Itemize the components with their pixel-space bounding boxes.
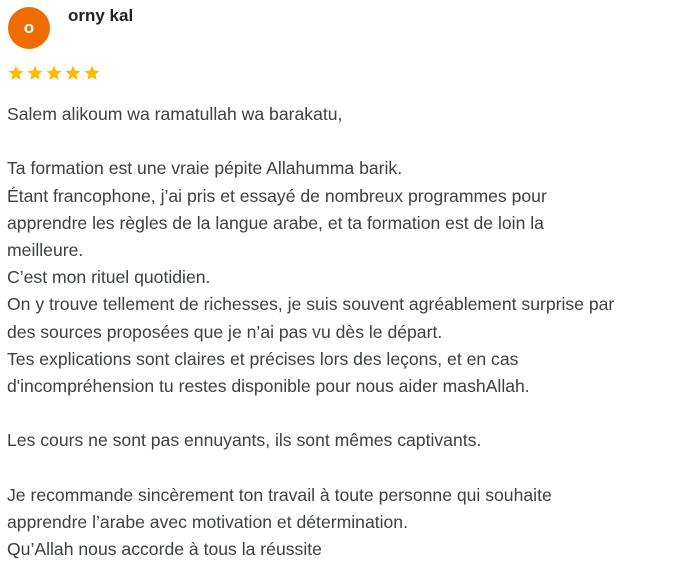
review-line: On y trouve tellement de richesses, je suis souvent agréablement surprise par xyxy=(7,294,615,315)
avatar-initial: o xyxy=(23,18,35,37)
review-line: des sources proposées que je n’ai pas vu dès le départ. xyxy=(7,321,443,342)
review-line: C’est mon rituel quotidien. xyxy=(7,267,211,288)
review-line: apprendre l’arabe avec motivation et détermination. xyxy=(7,512,408,532)
author-name[interactable]: orny kal xyxy=(68,6,134,25)
star-icon xyxy=(7,64,25,82)
review-line: Salem alikoum wa ramatullah wa barakatu, xyxy=(7,104,343,124)
review-text xyxy=(7,101,675,563)
star-icon xyxy=(26,64,44,82)
star-icon xyxy=(45,64,63,82)
review-line: Je recommande sincèrement ton travail à toute personne qui souhaite xyxy=(7,484,552,505)
star-rating xyxy=(7,64,101,82)
review-line: meilleure. xyxy=(7,240,84,260)
star-icon xyxy=(64,64,82,82)
review-line xyxy=(7,128,675,155)
review-line: apprendre les règles de la langue arabe, et ta formation est de loin la xyxy=(7,212,544,233)
review-line: Étant francophone, j’ai pris et essayé de nombreux programmes pour xyxy=(7,185,547,206)
star-icon xyxy=(83,64,101,82)
review-line: Les cours ne sont pas ennuyants, ils sont mêmes captivants. xyxy=(7,430,482,451)
review-line xyxy=(7,455,675,482)
review-line: d'incompréhension tu restes disponible pour nous aider mashAllah. xyxy=(7,376,530,397)
avatar[interactable] xyxy=(8,7,50,49)
review-line xyxy=(7,400,675,427)
review-line: Tes explications sont claires et précises lors des leçons, et en cas xyxy=(7,348,519,369)
review-line: Ta formation est une vraie pépite Allahumma barik. xyxy=(7,158,403,179)
review-line: Qu’Allah nous accorde à tous la réussite xyxy=(7,539,322,560)
